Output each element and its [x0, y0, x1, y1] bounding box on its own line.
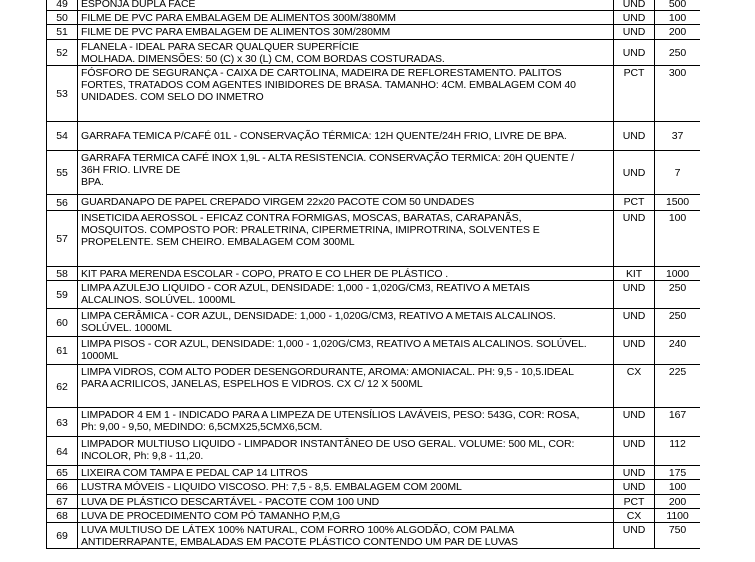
item-unit: UND [614, 281, 655, 309]
description-line: FÓSFORO DE SEGURANÇA - CAIXA DE CARTOLINA, MADEIRA DE REFLORESTAMENTO. PALITOS [81, 67, 562, 80]
item-unit: UND [614, 480, 655, 494]
item-description [78, 480, 614, 494]
item-number: 69 [47, 523, 78, 549]
table-row [47, 211, 701, 267]
item-description [78, 0, 614, 11]
item-quantity: 200 [655, 494, 701, 508]
item-description [78, 508, 614, 522]
item-unit: UND [614, 337, 655, 365]
item-number: 60 [47, 309, 78, 337]
item-description [78, 281, 614, 309]
item-description [78, 66, 614, 122]
description-line: FLANELA - IDEAL PARA SECAR QUALQUER SUPERFÍCIE [81, 40, 359, 53]
item-quantity: 225 [655, 365, 701, 408]
item-number: 59 [47, 281, 78, 309]
item-number: 67 [47, 494, 78, 508]
description-line: LUSTRA MÓVEIS - LIQUIDO VISCOSO. PH: 7,5 - 8,5. EMBALAGEM COM 200ML [81, 481, 462, 494]
description-line: BPA. [81, 176, 104, 189]
item-number: 52 [47, 39, 78, 65]
item-quantity: 7 [655, 151, 701, 195]
description-line: GARRAFA TERMICA CAFÉ INOX 1,9L - ALTA RESISTENCIA. CONSERVAÇÃO TERMICA: 20H QUENTE / [81, 152, 575, 165]
item-quantity: 250 [655, 39, 701, 65]
item-unit: UND [614, 0, 655, 11]
item-description [78, 437, 614, 466]
description-line: PROPELENTE. SEM CHEIRO. EMBALAGEM COM 300ML [81, 236, 355, 249]
description-line: LIMPA VIDROS, COM ALTO PODER DESENGORDURANTE, AROMA: AMONIACAL. PH: 9,5 - 10,5.IDEAL [81, 366, 574, 379]
item-unit: PCT [614, 195, 655, 211]
items-table-body [47, 0, 701, 549]
table-row [47, 11, 701, 25]
table-row [47, 25, 701, 39]
description-line: LUVA DE PROCEDIMENTO COM PÓ TAMANHO P,M,G [81, 509, 341, 522]
item-unit: UND [614, 122, 655, 151]
item-quantity: 250 [655, 309, 701, 337]
description-line: GUARDANAPO DE PAPEL CREPADO VIRGEM 22x20 PACOTE COM 50 UNDADES [81, 196, 475, 209]
item-description [78, 267, 614, 281]
item-number: 55 [47, 151, 78, 195]
item-description [78, 151, 614, 195]
description-line: 36H FRIO. LIVRE DE [81, 164, 181, 177]
document-page [46, 0, 700, 562]
item-description [78, 494, 614, 508]
description-line: LIMPA CERÂMICA - COR AZUL, DENSIDADE: 1,000 - 1,020G/CM3, REATIVO A METAIS ALCALINOS. [81, 310, 556, 323]
item-number: 50 [47, 11, 78, 25]
description-line: FILME DE PVC PARA EMBALAGEM DE ALIMENTOS 300M/380MM [81, 12, 396, 25]
item-unit: UND [614, 437, 655, 466]
item-quantity: 200 [655, 25, 701, 39]
table-row [47, 66, 701, 122]
item-number: 57 [47, 211, 78, 267]
description-line: LIXEIRA COM TAMPA E PEDAL CAP 14 LITROS [81, 467, 308, 480]
table-row [47, 122, 701, 151]
item-description [78, 211, 614, 267]
item-quantity: 112 [655, 437, 701, 466]
description-line: MOLHADA. DIMENSÕES: 50 (C) x 30 (L) CM, COM BORDAS COSTURADAS. [81, 52, 445, 65]
description-line: LIMPADOR MULTIUSO LIQUIDO - LIMPADOR INSTANTÂNEO DE USO GERAL. VOLUME: 500 ML, COR: [81, 438, 575, 451]
description-line: Ph: 9,00 - 9,50, MEDINDO: 6,5CMX25,5CMX6,5CM. [81, 421, 323, 434]
description-line: LUVA MULTIUSO DE LÁTEX 100% NATURAL, COM FORRO 100% ALGODÃO, COM PALMA [81, 524, 515, 537]
item-unit: UND [614, 523, 655, 549]
table-row [47, 337, 701, 365]
item-description [78, 25, 614, 39]
item-number: 49 [47, 0, 78, 11]
item-description [78, 195, 614, 211]
item-number: 66 [47, 480, 78, 494]
description-line: PARA ACRILICOS, JANELAS, ESPELHOS E VIDROS. CX C/ 12 X 500ML [81, 378, 423, 391]
item-unit: UND [614, 408, 655, 437]
item-quantity: 37 [655, 122, 701, 151]
item-unit: PCT [614, 66, 655, 122]
description-line: INCOLOR, Ph: 9,8 - 11,20. [81, 450, 204, 463]
table-row [47, 309, 701, 337]
description-line: INSETICIDA AEROSSOL - EFICAZ CONTRA FORMIGAS, MOSCAS, BARATAS, CARAPANÃS, [81, 212, 522, 225]
item-description [78, 337, 614, 365]
description-line: MOSQUITOS. COMPOSTO POR: PRALETRINA, CIPERMETRINA, IMIPROTRINA, SOLVENTES E [81, 224, 540, 237]
item-number: 58 [47, 267, 78, 281]
table-row [47, 195, 701, 211]
item-unit: PCT [614, 494, 655, 508]
description-line: SOLÚVEL. 1000ML [81, 322, 172, 335]
item-unit: UND [614, 466, 655, 480]
description-line: UNIDADES. COM SELO DO INMETRO [81, 91, 264, 104]
table-row [47, 408, 701, 437]
item-number: 56 [47, 195, 78, 211]
table-row [47, 523, 701, 549]
table-row [47, 0, 701, 11]
item-number: 65 [47, 466, 78, 480]
item-quantity: 750 [655, 523, 701, 549]
item-unit: UND [614, 25, 655, 39]
item-quantity: 100 [655, 11, 701, 25]
item-unit: UND [614, 11, 655, 25]
description-line: LIMPA PISOS - COR AZUL, DENSIDADE: 1,000 - 1,020G/CM3, REATIVO A METAIS ALCALINOS. SOLÚVEL. [81, 338, 587, 351]
description-line: LIMPA AZULEJO LIQUIDO - COR AZUL, DENSIDADE: 1,000 - 1,020G/CM3, REATIVO A METAIS [81, 282, 530, 295]
item-quantity: 175 [655, 466, 701, 480]
item-description [78, 408, 614, 437]
table-row [47, 39, 701, 65]
item-unit: CX [614, 365, 655, 408]
description-line: FILME DE PVC PARA EMBALAGEM DE ALIMENTOS 30M/280MM [81, 26, 391, 39]
table-row [47, 480, 701, 494]
item-description [78, 122, 614, 151]
item-quantity: 300 [655, 66, 701, 122]
table-row [47, 494, 701, 508]
description-line: 1000ML [81, 350, 119, 363]
item-number: 62 [47, 365, 78, 408]
item-quantity: 1000 [655, 267, 701, 281]
item-number: 63 [47, 408, 78, 437]
item-unit: UND [614, 211, 655, 267]
item-quantity: 240 [655, 337, 701, 365]
item-quantity: 100 [655, 480, 701, 494]
item-unit: UND [614, 151, 655, 195]
item-number: 61 [47, 337, 78, 365]
item-quantity: 500 [655, 0, 701, 11]
table-row [47, 437, 701, 466]
item-description [78, 523, 614, 549]
item-unit: CX [614, 508, 655, 522]
description-line: LUVA DE PLÁSTICO DESCARTÁVEL - PACOTE COM 100 UND [81, 495, 380, 508]
item-number: 53 [47, 66, 78, 122]
item-number: 54 [47, 122, 78, 151]
item-number: 68 [47, 508, 78, 522]
item-description [78, 365, 614, 408]
table-row [47, 267, 701, 281]
item-number: 51 [47, 25, 78, 39]
item-unit: KIT [614, 267, 655, 281]
item-description [78, 39, 614, 65]
description-line: LIMPADOR 4 EM 1 - INDICADO PARA A LIMPEZA DE UTENSÍLIOS LAVÁVEIS, PESO: 543G, COR: ROSA, [81, 409, 580, 422]
item-unit: UND [614, 309, 655, 337]
item-quantity: 167 [655, 408, 701, 437]
item-quantity: 1100 [655, 508, 701, 522]
item-quantity: 1500 [655, 195, 701, 211]
description-line: ALCALINOS. SOLÚVEL. 1000ML [81, 294, 236, 307]
item-unit: UND [614, 39, 655, 65]
description-line: ESPONJA DUPLA FACE [81, 0, 196, 10]
item-number: 64 [47, 437, 78, 466]
description-line: GARRAFA TEMICA P/CAFÉ 01L - CONSERVAÇÃO TÉRMICA: 12H QUENTE/24H FRIO, LIVRE DE BPA. [81, 130, 567, 143]
table-row [47, 508, 701, 522]
item-description [78, 466, 614, 480]
table-row [47, 466, 701, 480]
item-quantity: 250 [655, 281, 701, 309]
table-row [47, 281, 701, 309]
description-line: ANTIDERRAPANTE, EMBALADAS EM PACOTE PLÁSTICO CONTENDO UM PAR DE LUVAS [81, 536, 518, 549]
description-line: FORTES, TRATADOS COM AGENTES INIBIDORES DE BRASA. TAMANHO: 4CM. EMBALAGEM COM 40 [81, 79, 576, 92]
table-row [47, 365, 701, 408]
item-quantity: 100 [655, 211, 701, 267]
items-table [46, 0, 700, 549]
table-row [47, 151, 701, 195]
description-line: KIT PARA MERENDA ESCOLAR - COPO, PRATO E CO LHER DE PLÁSTICO . [81, 268, 449, 281]
item-description [78, 309, 614, 337]
item-description [78, 11, 614, 25]
